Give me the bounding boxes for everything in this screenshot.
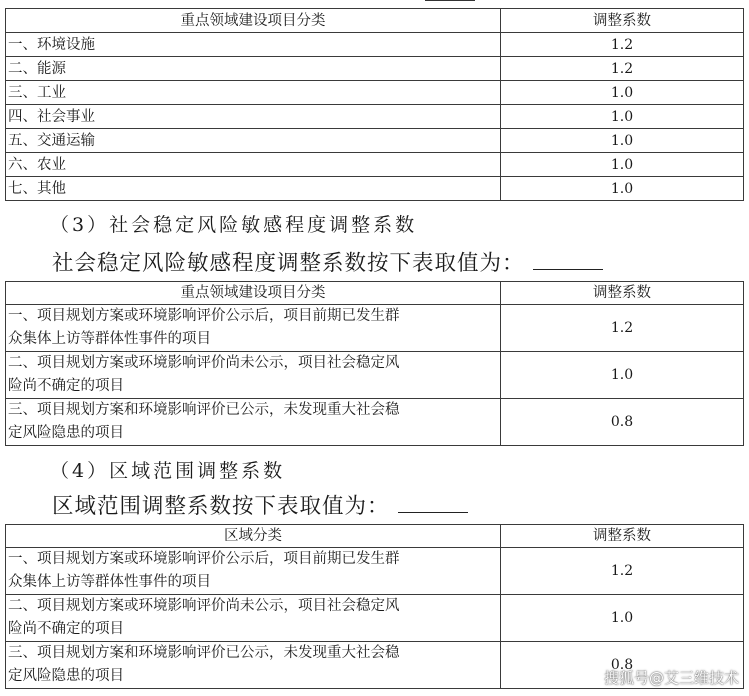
table-row bbox=[6, 153, 744, 177]
category-cell bbox=[6, 305, 501, 352]
table-row bbox=[6, 352, 744, 399]
column-header-category: 重点领域建设项目分类 bbox=[6, 282, 501, 305]
category-cell: 四、社会事业 bbox=[6, 105, 501, 129]
coefficient-cell: 1.0 bbox=[501, 129, 744, 153]
coefficient-cell: 0.8 bbox=[501, 642, 744, 689]
column-header-coefficient: 调整系数 bbox=[501, 282, 744, 305]
column-header-coefficient: 调整系数 bbox=[501, 9, 744, 33]
category-cell bbox=[6, 595, 501, 642]
category-line: 二、项目规划方案或环境影响评价尚未公示，项目社会稳定风 bbox=[8, 355, 400, 371]
fill-in-blank bbox=[533, 249, 603, 270]
table-row bbox=[6, 399, 744, 446]
section-3-heading: （3）社会稳定风险敏感程度调整系数 bbox=[50, 214, 418, 236]
category-line: 三、项目规划方案和环境影响评价已公示，未发现重大社会稳 bbox=[8, 402, 400, 418]
category-cell bbox=[6, 642, 501, 689]
table-row bbox=[6, 33, 744, 57]
category-line: 一、项目规划方案或环境影响评价公示后，项目前期已发生群 bbox=[8, 551, 400, 567]
coefficient-cell: 1.0 bbox=[501, 177, 744, 201]
category-line: 一、项目规划方案或环境影响评价公示后，项目前期已发生群 bbox=[8, 308, 400, 324]
table-row bbox=[6, 595, 744, 642]
coefficient-cell: 1.0 bbox=[501, 153, 744, 177]
section-4-subtext bbox=[52, 489, 468, 520]
fill-in-blank bbox=[398, 492, 468, 513]
table-row bbox=[6, 81, 744, 105]
table-header-row bbox=[6, 525, 744, 548]
region-scope-table bbox=[5, 524, 744, 689]
top-blank-line bbox=[425, 0, 475, 1]
coefficient-cell: 1.2 bbox=[501, 57, 744, 81]
category-cell: 三、工业 bbox=[6, 81, 501, 105]
category-cell bbox=[6, 399, 501, 446]
category-cell: 六、农业 bbox=[6, 153, 501, 177]
column-header-category: 重点领域建设项目分类 bbox=[6, 9, 501, 33]
category-line: 定风险隐患的项目 bbox=[8, 668, 124, 684]
coefficient-cell: 1.2 bbox=[501, 33, 744, 57]
table-header-row bbox=[6, 9, 744, 33]
section-3-subtext bbox=[52, 246, 603, 277]
category-line: 三、项目规划方案和环境影响评价已公示，未发现重大社会稳 bbox=[8, 645, 400, 661]
category-line: 定风险隐患的项目 bbox=[8, 425, 124, 441]
category-cell bbox=[6, 548, 501, 595]
column-header-category: 区域分类 bbox=[6, 525, 501, 548]
category-cell: 二、能源 bbox=[6, 57, 501, 81]
category-cell: 一、环境设施 bbox=[6, 33, 501, 57]
section-4-heading: （4）区域范围调整系数 bbox=[50, 460, 286, 482]
table-row bbox=[6, 105, 744, 129]
coefficient-cell: 1.0 bbox=[501, 81, 744, 105]
coefficient-cell: 1.2 bbox=[501, 548, 744, 595]
table-row bbox=[6, 177, 744, 201]
coefficient-cell: 1.0 bbox=[501, 595, 744, 642]
column-header-coefficient: 调整系数 bbox=[501, 525, 744, 548]
table-row bbox=[6, 57, 744, 81]
social-risk-table bbox=[5, 281, 744, 446]
category-line: 众集体上访等群体性事件的项目 bbox=[8, 574, 211, 590]
priority-sector-table bbox=[5, 8, 744, 201]
section-3-subtext-label: 社会稳定风险敏感程度调整系数按下表取值为： bbox=[52, 251, 525, 276]
table-row bbox=[6, 305, 744, 352]
table-header-row bbox=[6, 282, 744, 305]
coefficient-cell: 1.0 bbox=[501, 352, 744, 399]
coefficient-cell: 1.0 bbox=[501, 105, 744, 129]
section-4-subtext-label: 区域范围调整系数按下表取值为： bbox=[52, 494, 390, 519]
coefficient-cell: 1.2 bbox=[501, 305, 744, 352]
category-line: 二、项目规划方案或环境影响评价尚未公示，项目社会稳定风 bbox=[8, 598, 400, 614]
coefficient-cell: 0.8 bbox=[501, 399, 744, 446]
category-cell bbox=[6, 352, 501, 399]
table-row bbox=[6, 129, 744, 153]
category-cell: 五、交通运输 bbox=[6, 129, 501, 153]
category-line: 众集体上访等群体性事件的项目 bbox=[8, 331, 211, 347]
table-row bbox=[6, 548, 744, 595]
category-cell: 七、其他 bbox=[6, 177, 501, 201]
category-line: 险尚不确定的项目 bbox=[8, 378, 124, 394]
watermark: 搜狐号@艾三维技术 bbox=[603, 669, 739, 687]
category-line: 险尚不确定的项目 bbox=[8, 621, 124, 637]
